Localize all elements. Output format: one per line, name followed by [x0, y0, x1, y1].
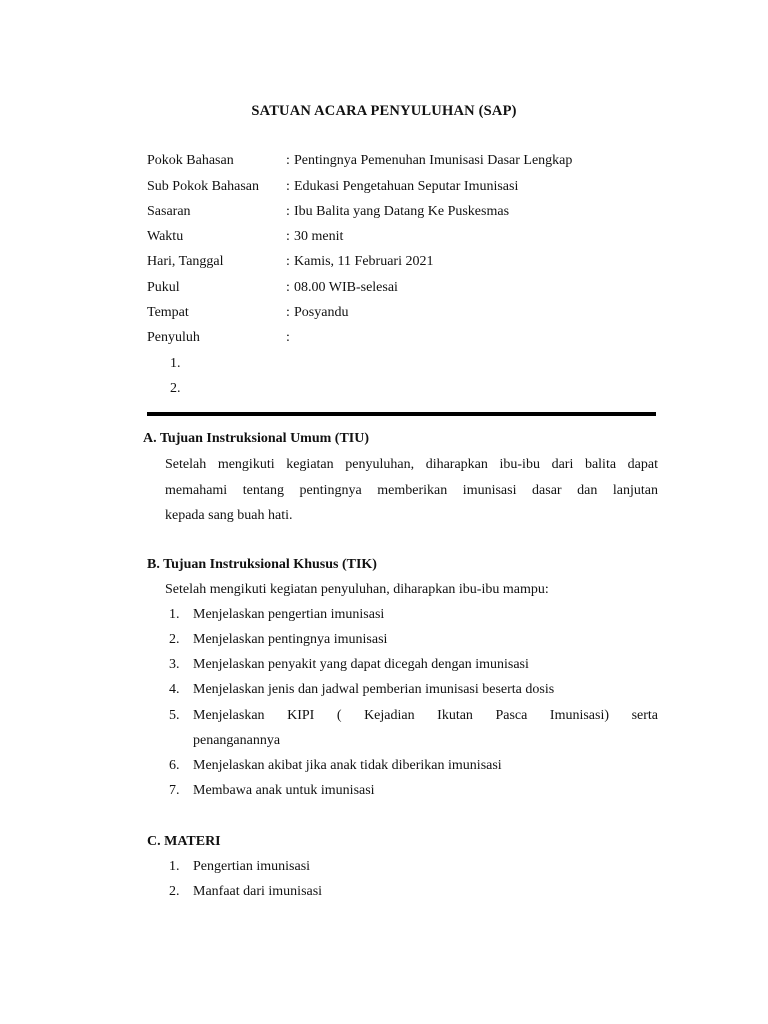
info-label: Hari, Tanggal [147, 254, 224, 269]
list-item-number: 1. [169, 607, 180, 622]
section-a-paragraph-line: memahami tentang pentingnya memberikan imunisasi dasar dan lanjutan [165, 483, 658, 498]
list-item-number: 5. [169, 708, 180, 723]
info-label: Sub Pokok Bahasan [147, 179, 259, 194]
section-b-heading: B. Tujuan Instruksional Khusus (TIK) [147, 557, 377, 572]
info-value: 30 menit [294, 229, 344, 244]
info-value: Kamis, 11 Februari 2021 [294, 254, 434, 269]
penyuluh-item-number: 2. [170, 381, 181, 396]
section-divider [147, 412, 656, 416]
list-item-number: 2. [169, 884, 180, 899]
info-label: Pokok Bahasan [147, 153, 234, 168]
info-colon: : [286, 280, 290, 295]
info-value: Posyandu [294, 305, 349, 320]
list-item-text: Pengertian imunisasi [193, 859, 311, 874]
list-item-text: Menjelaskan KIPI ( Kejadian Ikutan Pasca Imunisasi) serta [193, 708, 658, 723]
list-item-continuation: penanganannya [193, 733, 281, 748]
info-colon: : [286, 179, 290, 194]
list-item-text: Membawa anak untuk imunisasi [193, 783, 375, 798]
list-item-text: Manfaat dari imunisasi [193, 884, 323, 899]
list-item-text: Menjelaskan pengertian imunisasi [193, 607, 385, 622]
list-item-number: 7. [169, 783, 180, 798]
info-colon: : [286, 153, 290, 168]
section-a-heading: A. Tujuan Instruksional Umum (TIU) [143, 431, 370, 446]
list-item-number: 2. [169, 632, 180, 647]
info-colon: : [286, 204, 290, 219]
list-item-number: 4. [169, 682, 180, 697]
info-label: Sasaran [147, 204, 191, 219]
list-item-number: 6. [169, 758, 180, 773]
section-a-paragraph-line: kepada sang buah hati. [165, 508, 293, 523]
info-value: Ibu Balita yang Datang Ke Puskesmas [294, 204, 510, 219]
info-value: 08.00 WIB-selesai [294, 280, 398, 295]
info-value: Edukasi Pengetahuan Seputar Imunisasi [294, 179, 519, 194]
info-colon: : [286, 254, 290, 269]
list-item-text: Menjelaskan penyakit yang dapat dicegah dengan imunisasi [193, 657, 529, 672]
penyuluh-item-number: 1. [170, 356, 181, 371]
page-title: SATUAN ACARA PENYULUHAN (SAP) [251, 103, 517, 119]
list-item-number: 3. [169, 657, 180, 672]
info-label: Penyuluh [147, 330, 200, 345]
info-value: Pentingnya Pemenuhan Imunisasi Dasar Lengkap [294, 153, 573, 168]
list-item-text: Menjelaskan jenis dan jadwal pemberian imunisasi beserta dosis [193, 682, 555, 697]
list-item-text: Menjelaskan akibat jika anak tidak diberikan imunisasi [193, 758, 502, 773]
info-colon: : [286, 305, 290, 320]
section-c-heading: C. MATERI [147, 834, 221, 849]
section-a-paragraph-line: Setelah mengikuti kegiatan penyuluhan, diharapkan ibu-ibu dari balita dapat [165, 457, 658, 472]
info-label: Waktu [147, 229, 184, 244]
info-label: Pukul [147, 280, 180, 295]
info-label: Tempat [147, 305, 189, 320]
list-item-text: Menjelaskan pentingnya imunisasi [193, 632, 388, 647]
section-b-intro: Setelah mengikuti kegiatan penyuluhan, diharapkan ibu-ibu mampu: [165, 582, 549, 597]
info-colon: : [286, 330, 290, 345]
info-colon: : [286, 229, 290, 244]
list-item-number: 1. [169, 859, 180, 874]
